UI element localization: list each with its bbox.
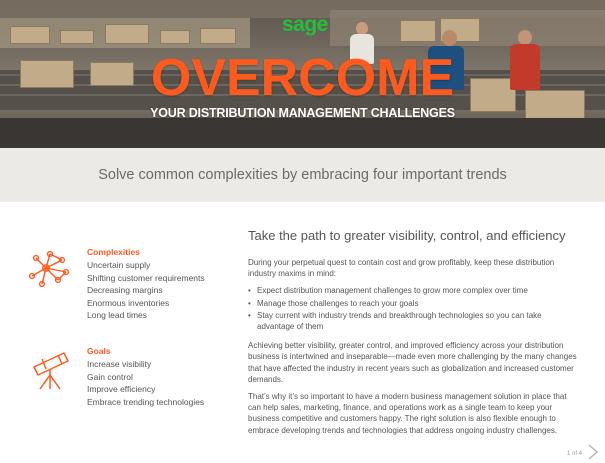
list-item: Gain control xyxy=(87,371,133,382)
list-item: Shifting customer requirements xyxy=(87,272,205,283)
network-icon xyxy=(28,248,72,292)
list-item: Decreasing margins xyxy=(87,285,163,295)
chevron-right-icon[interactable] xyxy=(586,444,600,460)
intro-paragraph: During your perpetual quest to contain cost and grow profitably, keep these distribution industry maxims in mind: xyxy=(248,258,555,279)
sage-logo: sage xyxy=(282,13,328,36)
list-item: • Manage those challenges to reach your goals xyxy=(248,298,578,309)
body-paragraph: Achieving better visibility, greater control, and improved efficiency across your distribution business is intertwined and inseparable—made even more challenging by the many changes that have affected the industry in recent years such as globalization and increased customer demands. xyxy=(248,341,577,384)
tagline-band xyxy=(0,148,605,202)
goals-heading: Goals xyxy=(87,346,111,356)
hero-subtitle: YOUR DISTRIBUTION MANAGEMENT CHALLENGES xyxy=(150,106,455,120)
tagline: Solve common complexities by embracing four important trends xyxy=(98,167,507,183)
body-paragraph: That’s why it’s so important to have a modern business management solution in place that can help sales, marketing, finance, and operations work as a single team to keep your business competitive and customers happy. The right solution is also flexible enough to embrace developing trends and technologies that address ongoing industry challenges. xyxy=(248,392,567,435)
list-item: Enormous inventories xyxy=(87,297,170,308)
list-item: Uncertain supply xyxy=(87,260,151,270)
main-content xyxy=(248,228,578,442)
hero-banner xyxy=(0,0,605,148)
page-indicator: 1 of 4 xyxy=(567,451,583,457)
section-title: Take the path to greater visibility, control, and efficiency xyxy=(248,228,566,243)
telescope-icon xyxy=(28,347,72,391)
list-item: Long lead times xyxy=(87,310,148,320)
hero-title: OVERCOME xyxy=(150,49,455,107)
maxims-list xyxy=(248,285,578,332)
list-item: • Expect distribution management challenges to grow more complex over time xyxy=(248,285,578,296)
list-item: Improve efficiency xyxy=(87,384,156,394)
list-item: Embrace trending technologies xyxy=(87,396,205,407)
list-item: Increase visibility xyxy=(87,359,152,369)
complexities-heading: Complexities xyxy=(87,247,140,257)
list-item: • Stay current with industry trends and breakthrough technologies so you can take advantage of them xyxy=(248,310,578,332)
